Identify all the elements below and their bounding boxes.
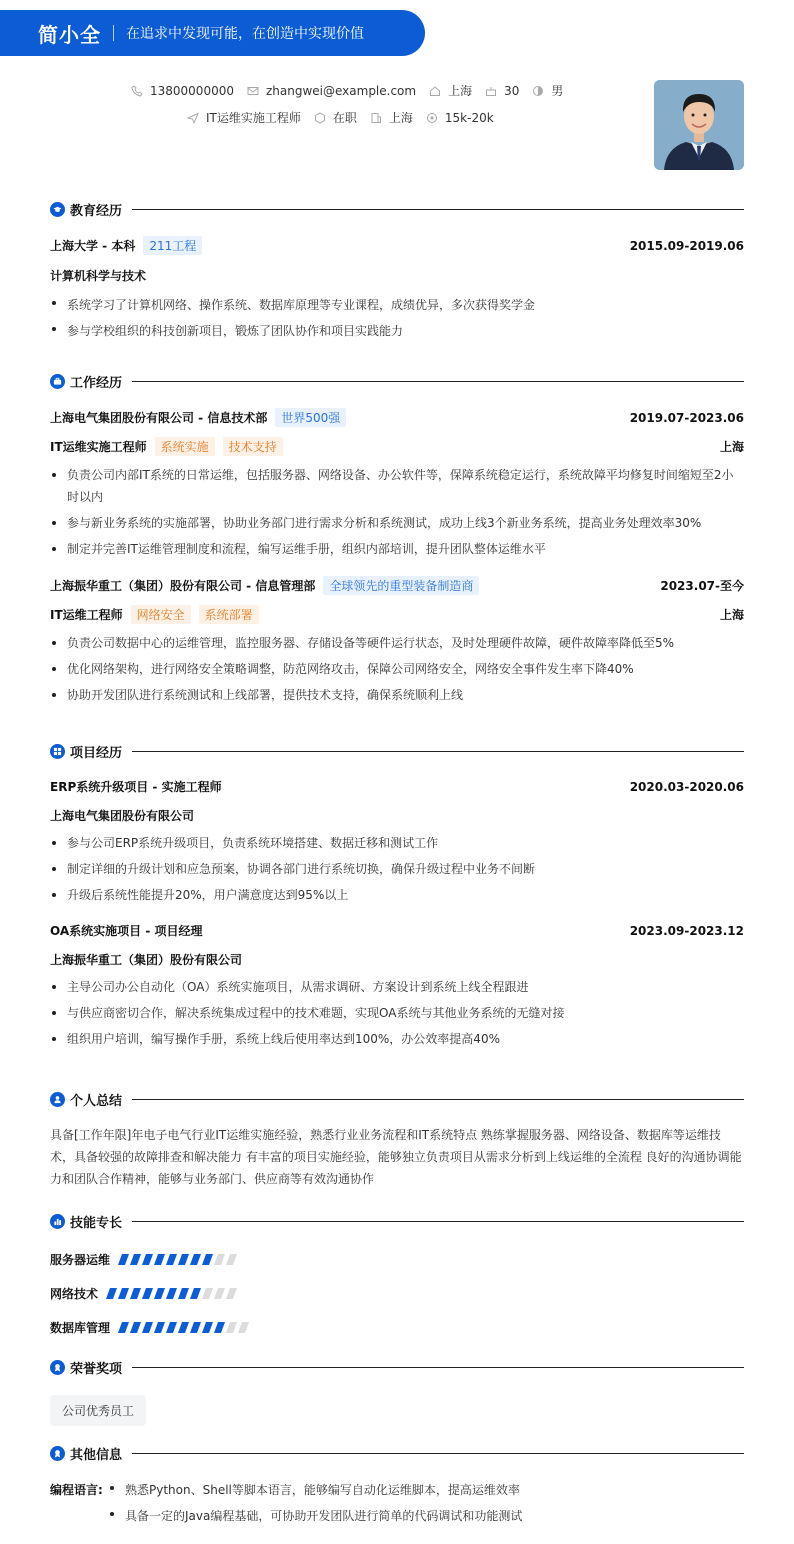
header-divider [113, 25, 114, 41]
skills-title: 技能专长 [70, 1215, 123, 1231]
skill-segment-filled [142, 1288, 153, 1299]
list-item: 主导公司办公自动化（OA）系统实施项目，从需求调研、方案设计到系统上线全程跟进 [50, 976, 744, 998]
school-tag: 211工程 [143, 236, 202, 255]
education-bullets [50, 292, 744, 344]
other-title: 其他信息 [70, 1447, 123, 1463]
skill-segment-filled [178, 1288, 189, 1299]
list-item: 负责公司内部IT系统的日常运维，包括服务器、网络设备、办公软件等，保障系统稳定运行，系统故障平均修复时间缩短至2小时以内 [50, 464, 744, 508]
send-icon [186, 111, 200, 125]
header-banner [0, 10, 425, 56]
skill-row [50, 1283, 744, 1303]
job-company-line [50, 576, 479, 595]
project-header-row [50, 778, 744, 795]
role-tag: 技术支持 [223, 437, 283, 456]
salary-text: 15k-20k [444, 110, 494, 125]
list-item: 参与学校组织的科技创新项目，锻炼了团队协作和项目实践能力 [50, 318, 744, 344]
age-item [484, 84, 519, 98]
job-role-row [50, 437, 744, 456]
work-section [50, 371, 744, 706]
job-location: 上海 [719, 440, 744, 454]
list-item: 参与公司ERP系统升级项目，负责系统环境搭建、数据迁移和测试工作 [50, 832, 744, 854]
company-tag: 全球领先的重型装备制造商 [323, 576, 479, 595]
honors-title: 荣誉奖项 [70, 1361, 123, 1377]
skill-bar [108, 1288, 240, 1299]
email-text: zhangwei@example.com [265, 83, 417, 98]
other-heading [50, 1443, 744, 1463]
list-item: 参与新业务系统的实施部署，协助业务部门进行需求分析和系统测试，成功上线3个新业务系统，提高业务处理效率30% [50, 512, 744, 534]
skill-segment-filled [166, 1322, 177, 1333]
skill-segment-filled [154, 1288, 165, 1299]
list-item: 与供应商密切合作，解决系统集成过程中的技术难题，实现OA系统与其他业务系统的无缝对接 [50, 1002, 744, 1024]
list-item: 组织用户培训，编写操作手册，系统上线后使用率达到100%，办公效率提高40% [50, 1028, 744, 1050]
projects-heading [50, 741, 744, 761]
skills-section [50, 1211, 744, 1337]
education-period: 2015.09-2019.06 [629, 238, 744, 253]
candidate-motto: 在追求中发现可能，在创造中实现价值 [126, 26, 364, 42]
skill-segment-filled [190, 1288, 201, 1299]
skills-divider [132, 1221, 744, 1222]
work-heading [50, 371, 744, 391]
skill-segment-empty [202, 1288, 213, 1299]
award-icon [50, 1446, 65, 1461]
skill-segment-empty [226, 1322, 237, 1333]
project-name: ERP系统升级项目 - 实施工程师 [50, 780, 222, 794]
skill-row [50, 1317, 744, 1337]
skill-name: 网络技术 [50, 1286, 99, 1301]
summary-text: 具备[工作年限]年电子电气行业IT运维实施经验，熟悉行业业务流程和IT系统特点 熟练掌握服务器、网络设备、数据库等运维技术，具备较强的故障排查和解决能力 有丰富的项目实施经验，能够独立负责项目从需求分析到上线运维的全流程 良好的沟通协调能力和团队合作精神，能够与业务部门、供应商等有效沟通协作 [50, 1128, 742, 1186]
skill-segment-filled [106, 1288, 117, 1299]
phone-text: 13800000000 [150, 83, 234, 98]
gender-icon [531, 84, 545, 98]
status-text: 在职 [332, 111, 357, 125]
job-role-line [50, 605, 259, 624]
mail-icon [246, 84, 260, 98]
list-item: 制定详细的升级计划和应急预案，协调各部门进行系统切换，确保升级过程中业务不间断 [50, 858, 744, 880]
skill-segment-filled [190, 1322, 201, 1333]
salary-item [425, 111, 494, 125]
target-city-item [369, 109, 413, 126]
skill-segment-filled [202, 1322, 213, 1333]
target-city-text: 上海 [388, 111, 413, 125]
education-section [50, 199, 744, 344]
project-bullets [50, 832, 744, 906]
job-role: IT运维实施工程师 [50, 440, 147, 454]
bar-chart-icon [50, 1214, 65, 1229]
job-target-item [186, 109, 301, 126]
project-bullets [50, 976, 744, 1050]
honors-list [50, 1395, 744, 1426]
list-item: 升级后系统性能提升20%，用户满意度达到95%以上 [50, 884, 744, 906]
education-divider [132, 209, 744, 210]
age-text: 30 [504, 83, 520, 98]
skill-segment-filled [118, 1322, 129, 1333]
other-label: 编程语言: [50, 1483, 103, 1497]
other-content [50, 1477, 744, 1529]
skill-segment-filled [154, 1254, 165, 1265]
school-line [50, 236, 202, 255]
honors-section [50, 1357, 744, 1426]
skill-segment-filled [178, 1254, 189, 1265]
education-heading [50, 199, 744, 219]
skill-segment-filled [142, 1322, 153, 1333]
briefcase-icon [50, 374, 65, 389]
projects-section [50, 741, 744, 1050]
skill-segment-filled [130, 1254, 141, 1265]
skill-segment-filled [202, 1254, 213, 1265]
school-name: 上海大学 - 本科 [50, 239, 136, 253]
honors-divider [132, 1367, 744, 1368]
skill-segment-filled [130, 1288, 141, 1299]
skill-segment-filled [166, 1254, 177, 1265]
job-bullets [50, 464, 744, 560]
list-item: 具备一定的Java编程基础，可协助开发团队进行简单的代码调试和功能测试 [108, 1503, 522, 1529]
building-icon [369, 111, 383, 125]
city-item [428, 82, 472, 99]
education-major: 计算机科学与技术 [50, 269, 147, 283]
list-item: 优化网络架构，进行网络安全策略调整，防范网络攻击，保障公司网络安全，网络安全事件发生率下降40% [50, 658, 744, 680]
skill-segment-filled [142, 1254, 153, 1265]
skill-segment-filled [130, 1322, 141, 1333]
job-role-line [50, 437, 283, 456]
skill-bar [120, 1254, 240, 1265]
skill-segment-empty [238, 1322, 249, 1333]
contact-row-1 [130, 82, 575, 99]
skills-heading [50, 1211, 744, 1231]
project-period: 2020.03-2020.06 [629, 779, 744, 794]
email-item [246, 84, 416, 98]
project-header-row [50, 922, 744, 939]
summary-heading [50, 1089, 744, 1109]
role-tag: 系统部署 [199, 605, 259, 624]
projects-divider [132, 751, 744, 752]
status-icon [313, 111, 327, 125]
job-period: 2023.07-至今 [660, 579, 744, 593]
skill-segment-filled [166, 1288, 177, 1299]
job-header-row [50, 576, 744, 595]
grid-icon [50, 744, 65, 759]
project-name: OA系统实施项目 - 项目经理 [50, 924, 203, 938]
projects-title: 项目经历 [70, 745, 123, 761]
job-bullets [50, 632, 744, 706]
status-item [313, 109, 357, 126]
gender-text: 男 [551, 84, 564, 98]
project-company: 上海振华重工（集团）股份有限公司 [50, 953, 243, 967]
job-company: 上海振华重工（集团）股份有限公司 - 信息管理部 [50, 579, 316, 593]
honors-heading [50, 1357, 744, 1377]
list-item: 熟悉Python、Shell等脚本语言，能够编写自动化运维脚本，提高运维效率 [108, 1477, 522, 1503]
skill-bar [120, 1322, 252, 1333]
skill-segment-empty [214, 1254, 225, 1265]
award-icon [50, 1360, 65, 1375]
skill-segment-filled [214, 1322, 225, 1333]
cake-icon [484, 84, 498, 98]
company-tag: 世界500强 [275, 408, 346, 427]
list-item: 制定并完善IT运维管理制度和流程，编写运维手册，组织内部培训，提升团队整体运维水平 [50, 538, 744, 560]
job-period: 2019.07-2023.06 [629, 410, 744, 425]
list-item: 系统学习了计算机网络、操作系统、数据库原理等专业课程，成绩优异，多次获得奖学金 [50, 292, 744, 318]
graduation-cap-icon [50, 202, 65, 217]
skill-name: 数据库管理 [50, 1320, 111, 1335]
skill-segment-filled [190, 1254, 201, 1265]
skill-segment-filled [118, 1254, 129, 1265]
skill-segment-empty [214, 1288, 225, 1299]
skill-segment-empty [226, 1254, 237, 1265]
candidate-name: 简小全 [38, 22, 101, 47]
skill-name: 服务器运维 [50, 1252, 111, 1267]
education-header-row [50, 236, 744, 255]
skill-segment-filled [118, 1288, 129, 1299]
job-role: IT运维工程师 [50, 608, 123, 622]
contact-row-2 [186, 109, 506, 126]
phone-item [130, 84, 234, 98]
job-header-row [50, 408, 744, 427]
summary-title: 个人总结 [70, 1093, 123, 1109]
education-title: 教育经历 [70, 203, 123, 219]
job-company: 上海电气集团股份有限公司 - 信息技术部 [50, 411, 268, 425]
list-item: 协助开发团队进行系统测试和上线部署，提供技术支持，确保系统顺利上线 [50, 684, 744, 706]
other-bullets [108, 1477, 522, 1529]
skill-segment-filled [178, 1322, 189, 1333]
job-location: 上海 [719, 608, 744, 622]
other-divider [132, 1453, 744, 1454]
role-tag: 系统实施 [155, 437, 215, 456]
city-text: 上海 [448, 84, 473, 98]
salary-icon [425, 111, 439, 125]
job-company-line [50, 408, 346, 427]
job-role-row [50, 605, 744, 624]
home-icon [428, 84, 442, 98]
summary-divider [132, 1099, 744, 1100]
role-tag: 网络安全 [131, 605, 191, 624]
phone-icon [130, 84, 144, 98]
gender-item [531, 82, 563, 99]
skill-segment-empty [226, 1288, 237, 1299]
job-target-text: IT运维实施工程师 [206, 111, 301, 125]
list-item: 负责公司数据中心的运维管理，监控服务器、存储设备等硬件运行状态，及时处理硬件故障，硬件故障率降低至5% [50, 632, 744, 654]
project-period: 2023.09-2023.12 [629, 923, 744, 938]
user-icon [50, 1092, 65, 1107]
other-section [50, 1443, 744, 1529]
skill-segment-filled [154, 1322, 165, 1333]
work-title: 工作经历 [70, 375, 123, 391]
skill-row [50, 1249, 744, 1269]
award-chip: 公司优秀员工 [50, 1395, 146, 1426]
work-divider [132, 381, 744, 382]
project-company: 上海电气集团股份有限公司 [50, 809, 195, 823]
profile-photo [654, 80, 744, 170]
summary-section [50, 1089, 744, 1190]
